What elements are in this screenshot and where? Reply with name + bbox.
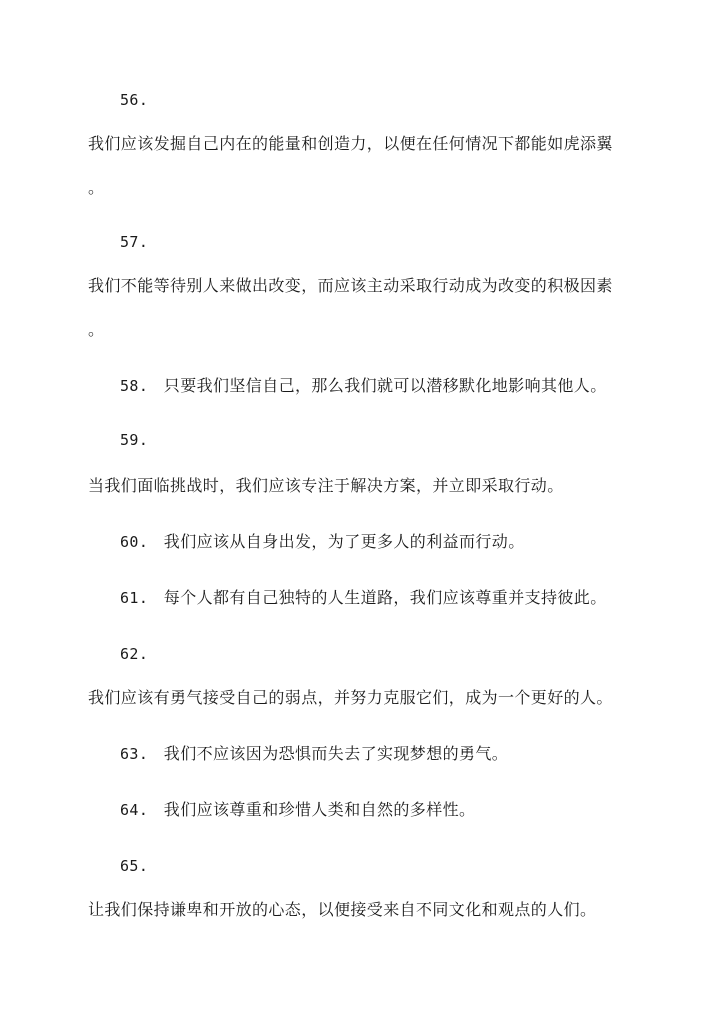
- item-text-62: 我们应该有勇气接受自己的弱点，并努力克服它们，成为一个更好的人。: [88, 688, 613, 707]
- item-63: [120, 744, 508, 764]
- item-number-56: 56.: [120, 91, 149, 109]
- item-text-57: 我们不能等待别人来做出改变，而应该主动采取行动成为改变的积极因素: [88, 276, 613, 295]
- item-text-56: 我们应该发掘自己内在的能量和创造力，以便在任何情况下都能如虎添翼: [88, 134, 613, 153]
- item-text-64: 我们应该尊重和珍惜人类和自然的多样性。: [163, 800, 476, 819]
- item-text-57-continued: 。: [88, 320, 105, 339]
- item-text-58: 只要我们坚信自己，那么我们就可以潜移默化地影响其他人。: [163, 376, 607, 395]
- item-text-63: 我们不应该因为恐惧而失去了实现梦想的勇气。: [163, 744, 509, 763]
- item-text-60: 我们应该从自身出发，为了更多人的利益而行动。: [163, 532, 525, 551]
- item-number-61: 61.: [120, 589, 149, 607]
- item-number-60: 60.: [120, 533, 149, 551]
- item-text-56-continued: 。: [88, 178, 105, 197]
- item-61: [120, 588, 607, 608]
- item-58: [120, 376, 607, 396]
- item-number-64: 64.: [120, 801, 149, 819]
- item-number-65: 65.: [120, 857, 149, 875]
- item-text-65: 让我们保持谦卑和开放的心态，以便接受来自不同文化和观点的人们。: [88, 900, 597, 919]
- item-number-57: 57.: [120, 233, 149, 251]
- item-60: [120, 532, 525, 552]
- item-text-61: 每个人都有自己独特的人生道路，我们应该尊重并支持彼此。: [163, 588, 607, 607]
- item-number-59: 59.: [120, 431, 149, 449]
- item-number-58: 58.: [120, 377, 149, 395]
- item-64: [120, 800, 475, 820]
- item-text-59: 当我们面临挑战时，我们应该专注于解决方案，并立即采取行动。: [88, 476, 564, 495]
- item-number-62: 62.: [120, 645, 149, 663]
- item-number-63: 63.: [120, 745, 149, 763]
